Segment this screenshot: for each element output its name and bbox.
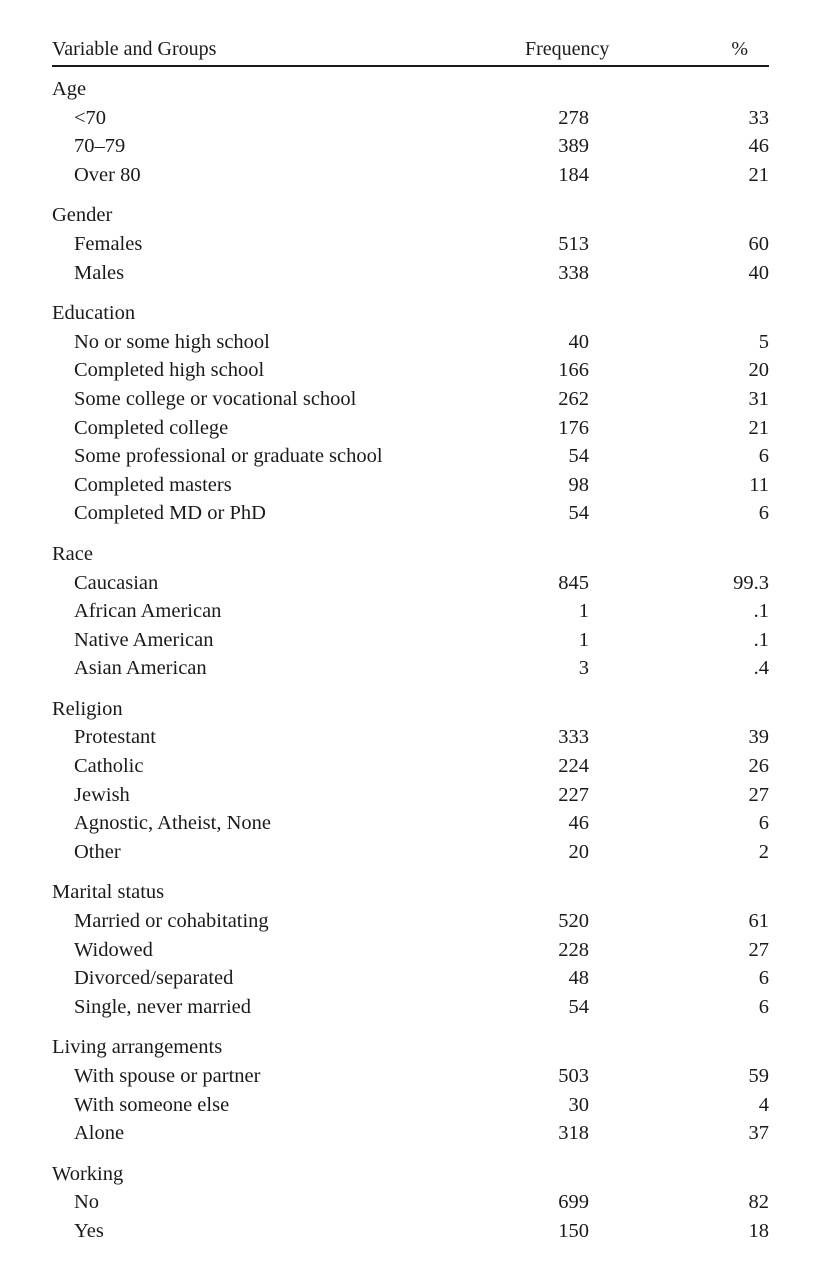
row-frequency: 699 [558, 1191, 589, 1214]
row-percent: 39 [748, 726, 769, 749]
table-row [52, 723, 769, 752]
table-row [52, 626, 769, 655]
row-frequency: 176 [558, 416, 589, 439]
row-label: Completed masters [74, 473, 232, 496]
row-percent: 21 [748, 416, 769, 439]
row-percent: 40 [748, 261, 769, 284]
row-label: No or some high school [74, 330, 270, 353]
row-frequency: 262 [558, 387, 589, 410]
table-group [52, 299, 769, 528]
row-percent: .4 [753, 657, 769, 680]
row-label: Yes [74, 1219, 104, 1242]
row-label: Alone [74, 1122, 125, 1145]
row-percent: 6 [758, 967, 769, 990]
row-label: Some college or vocational school [74, 387, 357, 410]
row-frequency: 20 [568, 840, 589, 863]
table-row [52, 104, 769, 133]
row-frequency: 513 [558, 232, 589, 255]
group-title: Religion [52, 697, 123, 720]
row-percent: 37 [748, 1122, 769, 1145]
table-row [52, 132, 769, 161]
header-variable: Variable and Groups [52, 38, 217, 60]
table-row [52, 259, 769, 288]
table-row [52, 499, 769, 528]
group-title: Education [52, 302, 136, 325]
row-percent: 60 [748, 232, 769, 255]
group-title: Race [52, 542, 93, 565]
row-label: With someone else [74, 1093, 230, 1116]
row-percent: 33 [748, 106, 769, 129]
group-title: Gender [52, 204, 113, 227]
row-frequency: 278 [558, 106, 589, 129]
table-row [52, 1091, 769, 1120]
row-percent: 61 [748, 910, 769, 933]
row-label: Native American [74, 628, 214, 651]
row-frequency: 389 [558, 135, 589, 158]
row-percent: 18 [748, 1219, 769, 1242]
header-frequency: Frequency [525, 38, 610, 60]
row-percent: 6 [758, 995, 769, 1018]
row-label: Caucasian [74, 571, 159, 594]
group-title: Age [52, 78, 87, 100]
row-frequency: 333 [558, 726, 589, 749]
row-percent: 46 [748, 135, 769, 158]
table-row [52, 161, 769, 190]
table-group [52, 1160, 769, 1246]
row-frequency: 227 [558, 783, 589, 806]
row-percent: 6 [758, 502, 769, 525]
row-frequency: 318 [558, 1122, 589, 1145]
table-group [52, 878, 769, 1021]
row-percent: 31 [748, 387, 769, 410]
table-row [52, 964, 769, 993]
row-frequency: 54 [568, 502, 589, 525]
row-frequency: 503 [558, 1065, 589, 1087]
row-label: No [74, 1191, 100, 1214]
row-frequency: 338 [558, 261, 589, 284]
row-label: 70–79 [74, 135, 126, 158]
row-percent: 26 [748, 755, 769, 778]
row-frequency: 54 [568, 445, 589, 468]
row-percent: .1 [753, 600, 769, 623]
row-label: With spouse or partner [74, 1065, 261, 1087]
row-label: Agnostic, Atheist, None [74, 812, 272, 835]
table-row [52, 1119, 769, 1148]
table-row [52, 356, 769, 385]
row-frequency: 48 [568, 967, 589, 990]
row-frequency: 166 [558, 359, 589, 382]
row-percent: 59 [748, 1065, 769, 1087]
table-row [52, 752, 769, 781]
row-percent: 6 [758, 812, 769, 835]
row-percent: 11 [749, 473, 769, 496]
row-label: Catholic [74, 755, 144, 778]
row-frequency: 1 [578, 600, 589, 623]
table-row [52, 230, 769, 259]
group-title: Marital status [52, 881, 165, 904]
row-frequency: 845 [558, 571, 589, 594]
table-row [52, 471, 769, 500]
row-frequency: 3 [578, 657, 589, 680]
header-percent: % [731, 38, 748, 60]
row-frequency: 228 [558, 938, 589, 961]
row-label: Some professional or graduate school [74, 445, 383, 468]
table-group [52, 1033, 769, 1147]
table-row [52, 1217, 769, 1246]
row-label: Males [74, 261, 125, 284]
row-label: Females [74, 232, 143, 255]
group-title: Working [52, 1162, 124, 1185]
row-percent: 27 [748, 938, 769, 961]
row-label: African American [74, 600, 222, 623]
table-row [52, 993, 769, 1022]
table-row [52, 781, 769, 810]
table-row [52, 1062, 769, 1091]
row-frequency: 150 [558, 1219, 589, 1242]
row-frequency: 98 [568, 473, 589, 496]
table-group [52, 695, 769, 867]
table-row [52, 597, 769, 626]
row-label: Other [74, 840, 121, 863]
row-label: Married or cohabitating [74, 910, 269, 933]
row-frequency: 30 [568, 1093, 589, 1116]
row-frequency: 46 [568, 812, 589, 835]
demographics-table [52, 36, 769, 1258]
row-frequency: 54 [568, 995, 589, 1018]
table-group [52, 540, 769, 683]
table-row [52, 838, 769, 867]
row-frequency: 520 [558, 910, 589, 933]
row-frequency: 1 [578, 628, 589, 651]
table-row [52, 414, 769, 443]
row-percent: 21 [748, 163, 769, 186]
row-frequency: 184 [558, 163, 589, 186]
row-label: Completed college [74, 416, 229, 439]
row-percent: 2 [758, 840, 769, 863]
table-row [52, 328, 769, 357]
row-percent: 99.3 [733, 571, 769, 594]
row-percent: 82 [748, 1191, 769, 1214]
row-percent: 6 [758, 445, 769, 468]
row-percent: .1 [753, 628, 769, 651]
table-row [52, 1188, 769, 1217]
row-label: Single, never married [74, 995, 252, 1018]
row-label: Jewish [74, 783, 130, 806]
row-label: Protestant [74, 726, 156, 749]
row-label: Completed high school [74, 359, 265, 382]
row-label: Completed MD or PhD [74, 502, 266, 525]
table-header [52, 36, 769, 67]
table-row [52, 569, 769, 598]
row-label: Divorced/separated [74, 967, 234, 990]
table-body [52, 75, 769, 1246]
row-frequency: 224 [558, 755, 589, 778]
table-row [52, 907, 769, 936]
row-percent: 20 [748, 359, 769, 382]
row-label: Over 80 [74, 163, 141, 186]
table-group [52, 75, 769, 189]
row-percent: 27 [748, 783, 769, 806]
row-label: <70 [74, 106, 107, 129]
table-row [52, 385, 769, 414]
row-frequency: 40 [568, 330, 589, 353]
table-group [52, 201, 769, 287]
group-title: Living arrangements [52, 1036, 223, 1059]
row-percent: 4 [758, 1093, 769, 1116]
table-row [52, 442, 769, 471]
row-label: Asian American [74, 657, 207, 680]
table-row [52, 936, 769, 965]
row-percent: 5 [758, 330, 769, 353]
row-label: Widowed [74, 938, 153, 961]
table-row [52, 654, 769, 683]
table-row [52, 809, 769, 838]
